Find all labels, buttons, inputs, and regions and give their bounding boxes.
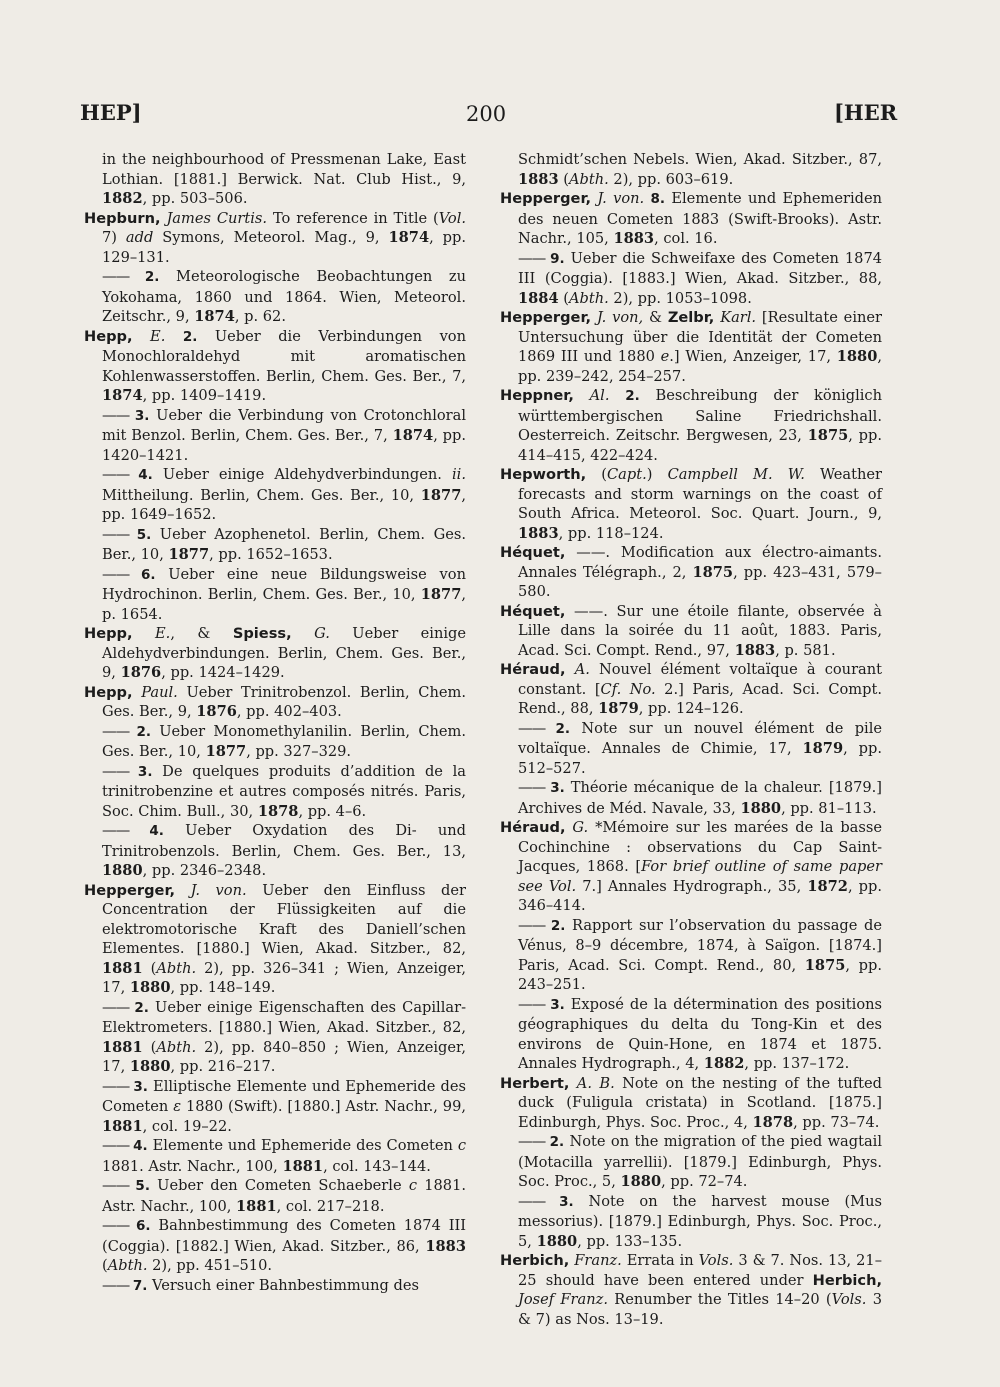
bib-entry [84, 327, 466, 406]
entry-text: 1874 [194, 308, 235, 325]
entry-text: Karl. [720, 309, 757, 326]
entry-text: G. [572, 819, 589, 836]
entry-text: & [643, 309, 668, 326]
entry-text: —— [102, 406, 135, 424]
entry-text: , pp. 129–131. [102, 229, 467, 266]
entry-text: Abth. [568, 289, 609, 307]
entry-text: , col. 217–218. [276, 1197, 385, 1215]
entry-text: Note on the nesting of the tufted duck (Fuligula cristata) in Scotland. [1875.] Edinburgh, Phys. Soc. Proc., 4, [518, 1074, 883, 1131]
bib-entry [84, 267, 466, 327]
entry-text: ) [646, 466, 668, 483]
bib-entry [84, 1077, 466, 1137]
entry-text: 1875 [807, 427, 849, 444]
entry-text: E. [150, 327, 166, 345]
left-column [84, 150, 466, 1296]
entry-text: , pp. 124–126. [638, 700, 744, 717]
entry-text: —— [102, 1177, 136, 1194]
entry-text: Al. [589, 387, 610, 404]
entry-text: 1881 [102, 959, 143, 977]
entry-text: 1881 [102, 1038, 143, 1056]
title-number: 3. [134, 407, 150, 424]
entry-text: Symons, Meteorol. Mag., 9, [153, 229, 389, 246]
bib-entry [500, 818, 882, 916]
entry-text: 1878 [752, 1113, 794, 1131]
entry-text: 1880 [740, 799, 782, 817]
entry-text [609, 387, 625, 404]
bib-entry [500, 995, 882, 1074]
entry-text: Franz. [574, 1252, 622, 1269]
entry-text: , p. 581. [775, 641, 836, 659]
title-number: 4. [133, 1138, 148, 1154]
entry-text: —— [102, 1276, 133, 1294]
author-name: Zelbr, [667, 309, 715, 326]
entry-text: [Resultate einer Untersuchung über die Identität der Cometen 1869 III und 1880 [518, 309, 882, 365]
entry-text: , pp. 118–124. [558, 524, 664, 542]
bib-entry [84, 881, 466, 998]
bib-entry [84, 624, 466, 683]
title-number: 6. [136, 1218, 151, 1234]
entry-text: Théorie mécanique de la chaleur. [1879.] Archives de Méd. Navale, 33, [518, 779, 883, 817]
entry-text: 2), pp. 840–850 ; Wien, Anzeiger, 17, [102, 1038, 466, 1075]
author-name: Hepperger, [84, 881, 176, 899]
entry-text: Vol. [438, 209, 467, 227]
entry-text: 1880 [620, 1173, 662, 1190]
entry-text: 1875 [692, 563, 734, 581]
entry-text: , p. 1654. [102, 586, 466, 623]
page-number: 200 [466, 102, 507, 126]
title-number: 2. [625, 388, 640, 404]
author-name: Spiess, [232, 625, 292, 642]
entry-text [133, 625, 155, 642]
author-name: Héraud, [500, 819, 566, 836]
entry-text: 2), pp. 451–510. [147, 1257, 273, 1274]
entry-text: 1881 [102, 1117, 143, 1135]
entry-text: ( [142, 1038, 157, 1056]
entry-text: —— [518, 719, 556, 737]
entry-text: —— [102, 998, 135, 1016]
entry-text: , pp. 243–251. [518, 956, 882, 993]
entry-text [133, 684, 142, 701]
author-name: Heppner, [500, 387, 574, 404]
entry-text: .] Wien, Anzeiger, 17, [669, 348, 837, 365]
running-head-left: HEP] [80, 100, 142, 125]
entry-text: , & [170, 625, 233, 642]
entry-text: 1877 [168, 546, 210, 563]
entry-text: —— [102, 822, 150, 839]
entry-text: Versuch einer Bahnbestimmung des [147, 1276, 420, 1294]
bib-entry [500, 778, 882, 818]
entry-text: A. [574, 661, 590, 678]
entry-text: —— [518, 779, 551, 796]
author-name: Hepperger, [500, 309, 592, 326]
author-name: Hepburn, [84, 209, 161, 227]
entry-text: ——. Modification aux électro-aimants. Annales Télégraph., 2, [518, 544, 882, 581]
title-number: 2. [549, 1134, 565, 1150]
entry-text: , pp. 512–527. [518, 740, 882, 777]
entry-text: 7.] Annales Hydrograph., 35, [576, 877, 808, 895]
author-name: Hepworth, [500, 466, 587, 483]
entry-text: —— [102, 1137, 134, 1154]
entry-text: 1880 [836, 348, 878, 365]
entry-text [165, 328, 182, 345]
entry-text: 1881 [282, 1157, 324, 1175]
entry-text: Exposé de la détermination des positions géographiques du delta du Tong-Kin et des environs de Quin-Hone, en 1874 et 1875. Annales Hydrograph., 4, [518, 995, 882, 1072]
running-head-right: [HER [834, 100, 898, 125]
entry-text: Paul. [141, 683, 178, 701]
entry-text: , pp. 1652–1653. [209, 546, 333, 563]
entry-text: Ueber die Verbindungen von Monochloraldehyd mit aromatischen Kohlenwasserstoffen. Berlin, Chem. Ges. Ber., 7, [102, 327, 466, 385]
entry-text: James Curtis. [166, 209, 268, 227]
entry-text [292, 625, 314, 642]
entry-text: , p. 62. [234, 308, 286, 325]
title-number: 2. [144, 269, 160, 285]
author-name: Héquet, [500, 602, 566, 620]
entry-text: —— [102, 565, 141, 583]
author-name: Hepp, [84, 625, 133, 642]
entry-text: Abth. [156, 1038, 197, 1056]
entry-text: E. [155, 625, 171, 642]
entry-text: 1883 [518, 524, 559, 542]
entry-text: , pp. 1420–1421. [102, 427, 466, 464]
entry-text: —— [518, 249, 551, 267]
entry-text: , col. 19–22. [142, 1117, 232, 1135]
title-number: 3. [137, 763, 153, 780]
entry-text: Ueber eine neue Bildungsweise von Hydrochinon. Berlin, Chem. Ges. Ber., 10, [102, 565, 466, 603]
entry-text: 2.] Paris, Acad. Sci. Compt. Rend., 88, [518, 680, 882, 717]
entry-text: 3 & 7) as Nos. 13–19. [518, 1291, 882, 1328]
title-number: 2. [550, 917, 566, 934]
entry-text: ( [142, 959, 157, 977]
entry-text: , pp. 1409–1419. [142, 387, 267, 404]
entry-text: , pp. 133–135. [577, 1232, 683, 1250]
bib-entry [500, 249, 882, 309]
entry-text: ε [173, 1098, 182, 1115]
entry-text: Beschreibung der königlich württembergischen Saline Friedrichshall. Oesterreich. Zeitschr. Bergwesen, 23, [518, 387, 883, 444]
entry-text: —— [518, 916, 551, 934]
entry-text: Ueber Oxydation des Di- und Trinitrobenzols. Berlin, Chem. Ges. Ber., 13, [102, 822, 466, 860]
entry-text: Note on the migration of the pied wagtail (Motacilla yarrellii). [1879.] Edinburgh, Phys. Soc. Proc., 5, [518, 1133, 883, 1190]
entry-text: 1876 [196, 703, 237, 720]
entry-text: 1882 [703, 1055, 745, 1072]
entry-text [566, 661, 575, 678]
entry-text: Errata in [621, 1252, 699, 1269]
entry-text [574, 387, 590, 404]
entry-text: 1874 [392, 427, 434, 444]
entry-text: , pp. 81–113. [781, 799, 877, 817]
entry-text: 1876 [120, 664, 162, 681]
bib-entry [500, 602, 882, 661]
entry-text: —— [102, 722, 137, 740]
entry-text [175, 882, 191, 899]
entry-text: To reference in Title ( [267, 209, 439, 227]
bib-entry [84, 406, 466, 466]
entry-text: , pp. 148–149. [170, 979, 276, 996]
entry-text: 1883 [425, 1237, 466, 1255]
bib-entry [84, 722, 466, 762]
bib-entry [500, 1132, 882, 1192]
entry-text: , pp. 2346–2348. [142, 862, 267, 879]
entry-text: , pp. 239–242, 254–257. [518, 348, 882, 385]
title-number: 2. [182, 328, 198, 345]
author-name: Hepperger, [500, 190, 592, 207]
bib-entry [84, 762, 466, 822]
title-number: 5. [136, 526, 152, 543]
entry-text: 1883 [613, 230, 655, 247]
entry-text: , pp. 503–506. [142, 190, 248, 207]
entry-text: Cf. No. [600, 680, 656, 698]
entry-text: 1880 [102, 862, 143, 879]
entry-text: , pp. 72–74. [661, 1173, 748, 1190]
entry-text: , pp. 4–6. [298, 802, 367, 820]
entry-text: —— [102, 525, 137, 543]
entry-text: 1881. Astr. Nachr., 100, [102, 1177, 466, 1215]
title-number: 8. [650, 191, 666, 207]
entry-text: 1882 [102, 190, 143, 207]
entry-text: 3 & 7. Nos. 13, 21–25 should have been entered under [518, 1252, 883, 1289]
entry-text: 1874 [388, 229, 430, 246]
entry-text: c [408, 1177, 417, 1194]
title-number: 2. [134, 999, 149, 1016]
entry-text: Abth. [107, 1257, 148, 1274]
title-number: 2. [136, 723, 151, 740]
author-name: Hepp, [84, 327, 133, 345]
bib-entry [500, 1192, 882, 1252]
bib-entry [84, 565, 466, 625]
entry-text: Ueber Trinitrobenzol. Berlin, Chem. Ges. Ber., 9, [102, 683, 466, 720]
entry-text: Meteorologische Beobachtungen zu Yokohama, 1860 und 1864. Wien, Meteorol. Zeitschr., 9, [102, 268, 466, 325]
entry-text: Elemente und Ephemeride des Cometen [147, 1137, 458, 1154]
entry-text: Vols. [831, 1291, 867, 1308]
entry-text: , pp. 327–329. [246, 743, 352, 760]
author-name: Héraud, [500, 661, 566, 678]
entry-text: Abth. [156, 959, 197, 977]
entry-text: 7) [102, 229, 126, 246]
entry-text: Ueber Azophenetol. Berlin, Chem. Ges. Ber., 10, [102, 525, 467, 563]
entry-text: , pp. 216–217. [170, 1058, 276, 1075]
author-name: Herbert, [500, 1074, 570, 1092]
entry-text: 1880 [536, 1232, 578, 1250]
entry-text: A. B. [576, 1074, 615, 1092]
title-number: 9. [550, 250, 565, 267]
title-number: 6. [140, 566, 156, 583]
entry-text: Ueber den Cometen Schaeberle [149, 1177, 409, 1194]
entry-text: Elemente und Ephemeriden des neuen Cometen 1883 (Swift-Brooks). Astr. Nachr., 105, [518, 190, 883, 247]
bib-entry [84, 1176, 466, 1216]
entry-text: 1880 [129, 1058, 171, 1075]
entry-text: Bahnbestimmung des Cometen 1874 III (Coggia). [1882.] Wien, Akad. Sitzber., 86, [102, 1217, 467, 1255]
entry-text: ii. [452, 466, 466, 483]
entry-text: 1883 [518, 170, 559, 188]
title-number: 5. [135, 1178, 150, 1194]
entry-text: Mittheilung. Berlin, Chem. Ges. Ber., 10, [102, 486, 421, 504]
entry-text: Josef Franz. [518, 1291, 608, 1308]
entry-text: J. von. [190, 881, 247, 899]
entry-text: Ueber die Verbindung von Crotonchloral mit Benzol. Berlin, Chem. Ges. Ber., 7, [102, 406, 467, 444]
entry-text: J. von. [597, 190, 645, 207]
entry-text: 1881. Astr. Nachr., 100, [102, 1157, 283, 1175]
entry-text: 1872 [807, 877, 848, 895]
entry-text: 1883 [734, 641, 776, 659]
entry-text: in the neighbourhood of Pressmenan Lake, East Lothian. [1881.] Berwick. Nat. Club Hist., 9, [102, 151, 466, 188]
entry-text: Ueber einige Eigenschaften des Capillar-Elektrometers. [1880.] Wien, Akad. Sitzber., 82, [102, 998, 467, 1036]
entry-text: Ueber die Schweifaxe des Cometen 1874 III (Coggia). [1883.] Wien, Akad. Sitzber., 88, [518, 249, 883, 287]
bib-entry [84, 1276, 466, 1297]
entry-text: Nouvel élément voltaïque à courant constant. [ [518, 661, 883, 698]
entry-text: c [457, 1137, 467, 1154]
entry-text: —— [102, 268, 145, 285]
bib-entry [500, 308, 882, 386]
bib-entry [84, 821, 466, 881]
entry-text: —— [518, 995, 551, 1013]
entry-text: Renumber the Titles 14–20 ( [607, 1291, 832, 1308]
bib-entry [84, 1216, 466, 1276]
title-number: 4. [138, 467, 153, 483]
bib-entry [84, 1136, 466, 1176]
bib-entry [500, 1251, 882, 1329]
entry-text: Note on the harvest mouse (Mus messorius). [1879.] Edinburgh, Phys. Soc. Proc., 5, [518, 1192, 883, 1250]
entry-text: , pp. 346–414. [518, 877, 882, 914]
entry-text: , pp. 423–431, 579–580. [518, 563, 882, 600]
author-name: Herbich, [500, 1252, 570, 1269]
entry-text: add [125, 229, 154, 246]
bib-entry [84, 150, 466, 209]
right-column [500, 150, 882, 1329]
entry-text: ( [558, 289, 569, 307]
entry-text: 1879 [598, 700, 639, 717]
bib-entry [84, 209, 466, 268]
bib-entry [84, 683, 466, 722]
entry-text: Schmidt’schen Nebels. Wien, Akad. Sitzber., 87, [518, 151, 882, 168]
entry-text: G. [314, 625, 330, 642]
entry-text: Elliptische Elemente und Ephemeride des Cometen [102, 1077, 466, 1115]
entry-text: ( [558, 170, 569, 188]
entry-text: Ueber den Einfluss der Concentration der Flüssigkeiten auf die elektromotorische Kraft des Daniell’schen Elementes. [1880.] Wien, Akad. Sitzber., 82, [102, 881, 466, 957]
bib-entry [84, 525, 466, 565]
entry-text: 1884 [518, 289, 559, 307]
title-number: 3. [550, 780, 565, 796]
entry-text: ( [586, 466, 608, 483]
entry-text: Campbell M. W. [667, 466, 805, 483]
entry-text: For brief outline of same paper see Vol. [518, 858, 882, 895]
entry-text: , pp. 1649–1652. [102, 486, 466, 523]
entry-text: Ueber einige Aldehydverbindungen. Berlin, Chem. Ges. Ber., 9, [102, 625, 466, 681]
entry-text: 1880 (Swift). [1880.] Astr. Nachr., 99, [181, 1098, 466, 1115]
title-number: 3. [133, 1078, 148, 1095]
bib-entry [500, 386, 882, 465]
entry-text: 1880 [129, 979, 171, 996]
entry-text: , pp. 137–172. [744, 1055, 850, 1072]
bib-entry [500, 543, 882, 602]
title-number: 4. [149, 823, 164, 839]
entry-text: Rapport sur l’observation du passage de Vénus, 8–9 décembre, 1874, à Saïgon. [1874.] Paris, Acad. Sci. Compt. Rend., 80, [518, 916, 882, 974]
entry-text: 1877 [205, 743, 247, 760]
bib-entry [500, 719, 882, 779]
entry-text: , pp. 1424–1429. [161, 664, 285, 681]
entry-text: J. von, [596, 309, 644, 326]
bib-entry [500, 150, 882, 189]
title-number: 2. [555, 720, 571, 737]
entry-text: 1878 [257, 802, 299, 820]
entry-text: Note sur un nouvel élément de pile voltaïque. Annales de Chimie, 17, [518, 719, 883, 757]
entry-text: e [660, 348, 670, 365]
bib-entry [84, 465, 466, 525]
author-name: Héquet, [500, 544, 566, 561]
bib-entry [500, 189, 882, 249]
title-number: 3. [559, 1193, 574, 1210]
author-name: Herbich, [812, 1271, 882, 1289]
entry-text: —— [102, 1077, 134, 1095]
entry-text: 1875 [804, 956, 846, 974]
entry-text: De quelques produits d’addition de la trinitrobenzine et autres composés nitrés. Paris, Soc. Chim. Bull., 30, [102, 762, 467, 820]
entry-text: 1877 [420, 486, 462, 504]
entry-text: —— [102, 466, 139, 483]
entry-text: , pp. 402–403. [236, 703, 342, 720]
entry-text: —— [102, 762, 138, 780]
author-name: Hepp, [84, 683, 133, 701]
entry-text: 1881 [236, 1197, 277, 1215]
entry-text: Capt. [607, 466, 647, 483]
bib-entry [500, 1074, 882, 1133]
entry-text: , pp. 414–415, 422–424. [518, 427, 882, 464]
entry-text: , col. 143–144. [323, 1157, 431, 1175]
entry-text: 2), pp. 603–619. [608, 170, 734, 188]
entry-text: Vols. [698, 1252, 734, 1269]
entry-text: Abth. [568, 170, 609, 188]
entry-text: Ueber einige Aldehydverbindungen. [152, 466, 453, 483]
entry-text: ( [102, 1257, 108, 1274]
entry-text: —— [518, 1192, 560, 1210]
entry-text [133, 328, 150, 345]
entry-text: —— [518, 1133, 550, 1150]
entry-text: 1874 [102, 387, 143, 404]
bib-entry [500, 916, 882, 995]
entry-text: 2), pp. 326–341 ; Wien, Anzeiger, 17, [102, 959, 466, 996]
entry-text: , pp. 73–74. [793, 1113, 880, 1131]
title-number: 7. [132, 1277, 148, 1294]
entry-text: —— [102, 1217, 137, 1234]
bib-entry [500, 660, 882, 719]
entry-text [569, 1075, 576, 1092]
title-number: 3. [550, 996, 565, 1013]
bib-entry [84, 998, 466, 1077]
entry-text: Ueber Monomethylanilin. Berlin, Chem. Ges. Ber., 10, [102, 722, 466, 760]
entry-text: 1877 [420, 586, 462, 603]
entry-text: *Mémoire sur les marées de la basse Cochinchine : observations du Cap Saint-Jacques, 1868. [ [518, 819, 882, 875]
entry-text: Weather forecasts and storm warnings on the coast of South Africa. Meteorol. Soc. Quart. Journ., 9, [518, 466, 882, 522]
entry-text: ——. Sur une étoile filante, observée à Lille dans la soirée du 11 août, 1883. Paris, Acad. Sci. Compt. Rend., 97, [518, 602, 882, 659]
entry-text: , col. 16. [654, 230, 718, 247]
entry-text: 1879 [802, 740, 844, 757]
bib-entry [500, 465, 882, 543]
entry-text: 2), pp. 1053–1098. [608, 289, 752, 307]
